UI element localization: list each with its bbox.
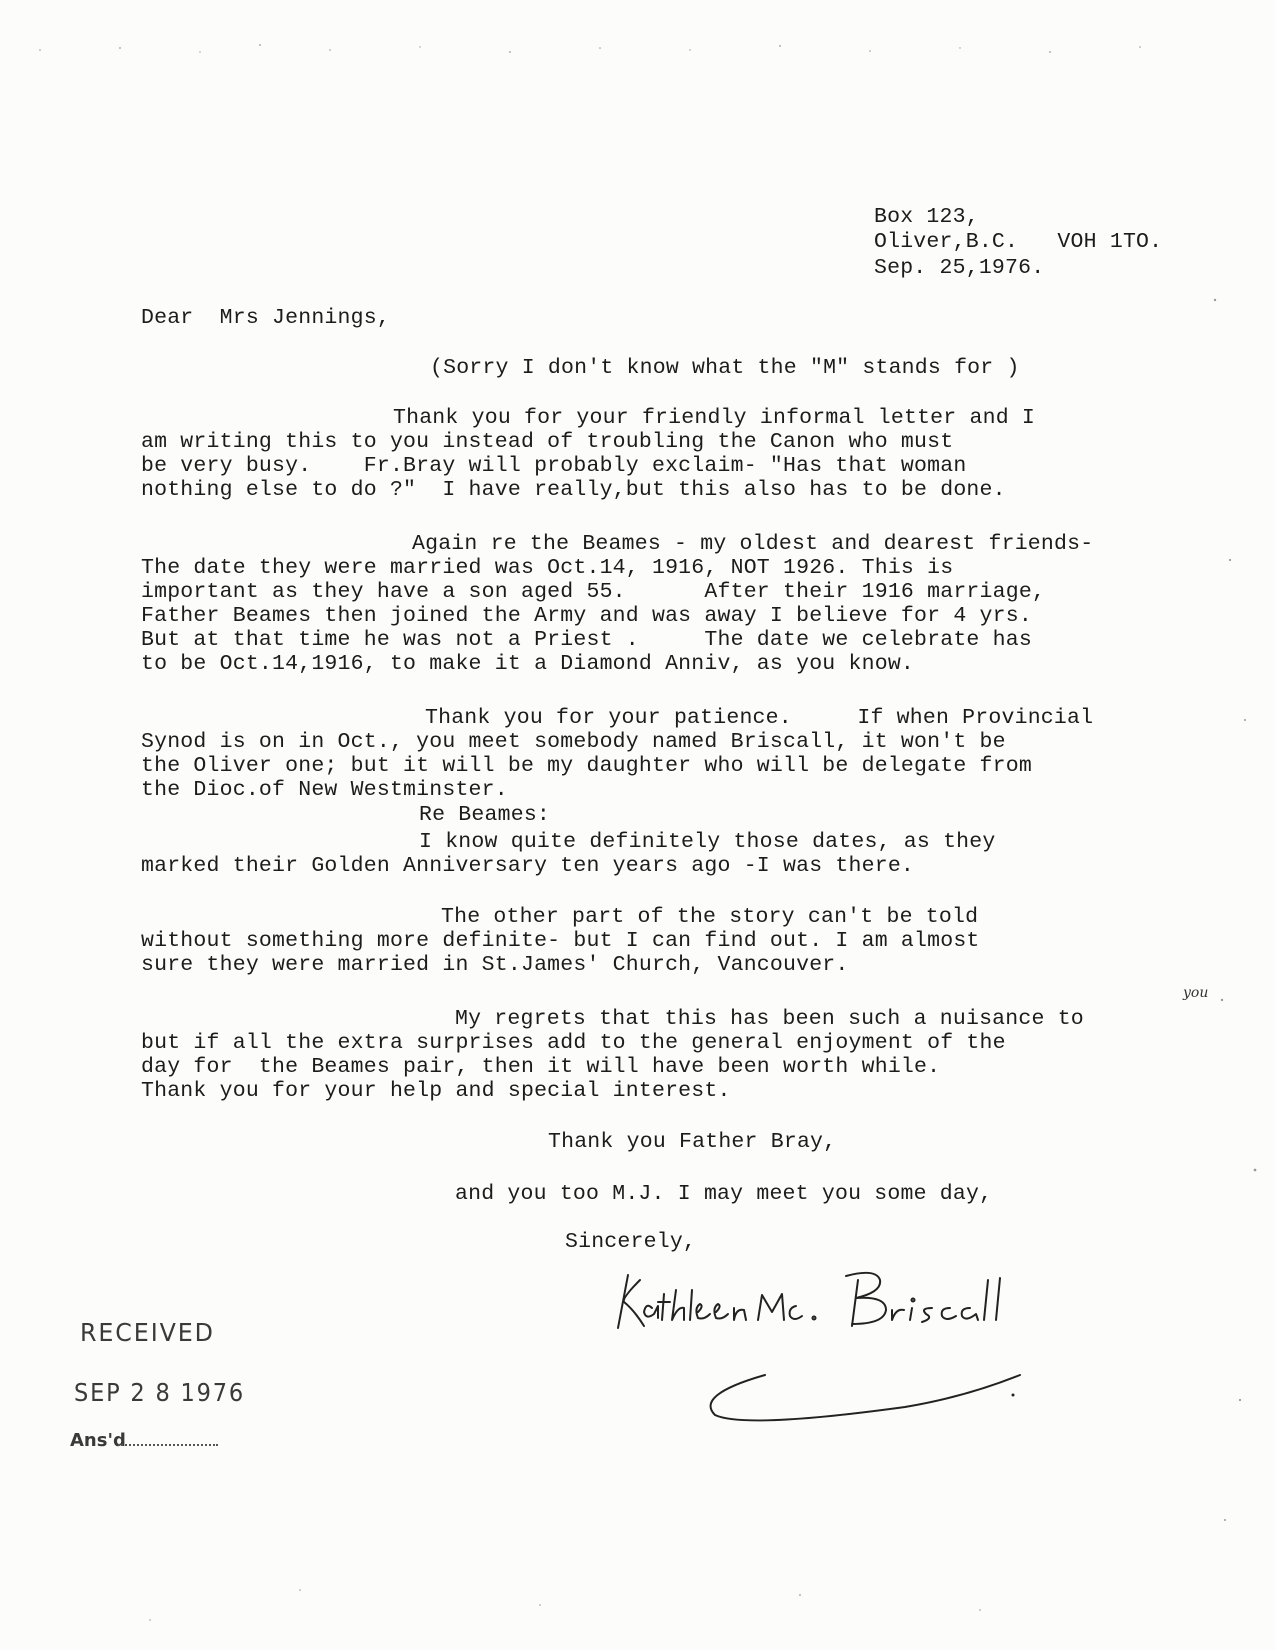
salutation: Dear Mrs Jennings, [141, 306, 390, 330]
closing-line-2: and you too M.J. I may meet you some day, [455, 1182, 993, 1206]
letter-date: Sep. 25,1976. [874, 256, 1045, 280]
re-heading: Re Beames: [419, 803, 551, 827]
handwritten-insert: you [1183, 985, 1209, 1001]
paragraph4-line: I know quite definitely those dates, as they [419, 830, 996, 854]
paragraph6-line: day for the Beames pair, then it will have been worth while. [141, 1055, 941, 1079]
paragraph4-line: marked their Golden Anniversary ten years ago -I was there. [141, 854, 915, 878]
paragraph2-line: Again re the Beames - my oldest and dearest friends- [412, 532, 1094, 556]
paragraph3-line: Thank you for your patience. If when Provincial [425, 706, 1094, 730]
paragraph3-line: Synod is on in Oct., you meet somebody named Briscall, it won't be [141, 730, 1006, 754]
paragraph1-line: nothing else to do ?" I have really,but this also has to be done. [141, 478, 1006, 502]
received-stamp: RECEIVED [80, 1318, 215, 1347]
paragraph3-line: the Dioc.of New Westminster. [141, 778, 508, 802]
paragraph5-line: sure they were married in St.James' Church, Vancouver. [141, 953, 849, 977]
paragraph2-line: to be Oct.14,1916, to make it a Diamond Anniv, as you know. [141, 652, 915, 676]
paragraph1-line: am writing this to you instead of troubling the Canon who must [141, 430, 954, 454]
paragraph6-line: Thank you for your help and special interest. [141, 1079, 731, 1103]
paragraph2-line: But at that time he was not a Priest . The date we celebrate has [141, 628, 1032, 652]
closing-line-1: Thank you Father Bray, [548, 1130, 837, 1154]
paragraph6-line: but if all the extra surprises add to the general enjoyment of the [141, 1031, 1006, 1055]
paragraph2-line: Father Beames then joined the Army and was away I believe for 4 yrs. [141, 604, 1032, 628]
address-line-2: Oliver,B.C. VOH 1TO. [874, 230, 1163, 254]
paragraph5-line: without something more definite- but I can find out. I am almost [141, 929, 980, 953]
paragraph3-line: the Oliver one; but it will be my daughter who will be delegate from [141, 754, 1032, 778]
signature [600, 1250, 1020, 1340]
pen-flourish [705, 1355, 1035, 1435]
paragraph2-line: important as they have a son aged 55. After their 1916 marriage, [141, 580, 1046, 604]
answered-label: Ans'd [70, 1430, 126, 1451]
paragraph5-line: The other part of the story can't be told [441, 905, 979, 929]
received-date: SEP 2 8 1976 [74, 1378, 246, 1407]
paragraph2-line: The date they were married was Oct.14, 1916, NOT 1926. This is [141, 556, 954, 580]
paragraph1-line: be very busy. Fr.Bray will probably exclaim- "Has that woman [141, 454, 967, 478]
paragraph1-line: Thank you for your friendly informal letter and I [393, 406, 1036, 430]
paragraph6-line: My regrets that this has been such a nuisance to [455, 1007, 1084, 1031]
signoff: Sincerely, [565, 1230, 697, 1254]
address-line-1: Box 123, [874, 205, 979, 229]
answered-line [118, 1444, 218, 1446]
aside-note: (Sorry I don't know what the "M" stands for ) [430, 356, 1020, 380]
